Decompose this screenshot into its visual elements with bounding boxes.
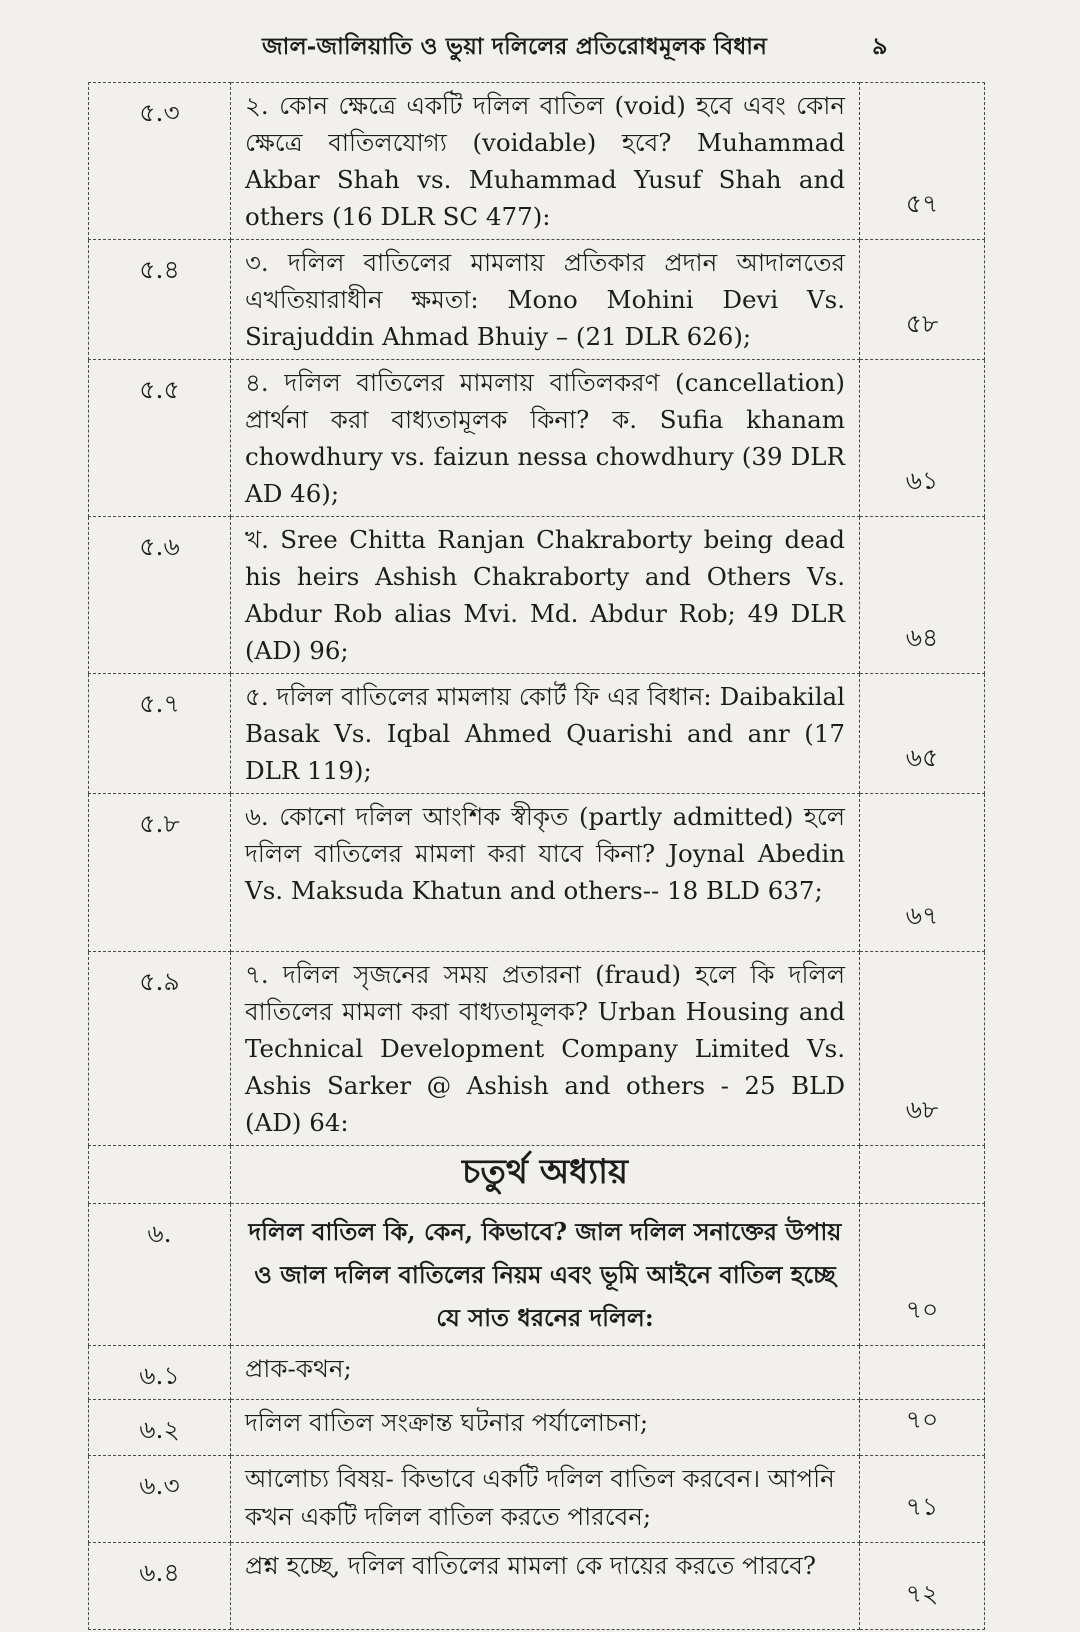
table-row [89,517,985,674]
section-number: ৫.৫ [89,360,231,517]
section-page [860,1346,985,1400]
section-number: ৬.৩ [89,1456,231,1543]
section-page: ৭২ [860,1543,985,1630]
table-row [89,674,985,794]
table-row [89,240,985,360]
contents-table [88,82,985,1630]
table-row [89,1346,985,1400]
section-number: ৫.৩ [89,83,231,240]
section-title: ৫. দলিল বাতিলের মামলায় কোর্ট ফি এর বিধান: Daibakilal Basak Vs. Iqbal Ahmed Quarishi and anr (17 DLR 119); [231,674,860,794]
table-row [89,1456,985,1543]
table-row [89,1400,985,1456]
section-page: ৬১ [860,360,985,517]
section-title: প্রশ্ন হচ্ছে, দলিল বাতিলের মামলা কে দায়ের করতে পারবে? [231,1543,860,1630]
running-title: জাল-জালিয়াতি ও ভুয়া দলিলের প্রতিরোধমূলক বিধান [262,33,768,60]
section-number: ৫.৬ [89,517,231,674]
section-page: ৫৮ [860,240,985,360]
section-number: ৬.১ [89,1346,231,1400]
table-row [89,1543,985,1630]
page-header [0,22,1080,62]
chapter-heading: চতুর্থ অধ্যায় [231,1146,860,1204]
page-number: ৯ [872,31,888,60]
section-page: ৬৭ [860,794,985,952]
section-title: ৩. দলিল বাতিলের মামলায় প্রতিকার প্রদান আদালতের এখতিয়ারাধীন ক্ষমতা: Mono Mohini Devi Vs. Sirajuddin Ahmad Bhuiy – (21 DLR 626); [231,240,860,360]
section-title: ৬. কোনো দলিল আংশিক স্বীকৃত (partly admitted) হলে দলিল বাতিলের মামলা করা যাবে কিনা? Joynal Abedin Vs. Maksuda Khatun and others-- 18 BLD 637; [231,794,860,952]
section-number: ৫.৭ [89,674,231,794]
section-number: ৬.৪ [89,1543,231,1630]
section-page: ৬৪ [860,517,985,674]
table-row [89,83,985,240]
section-page: ৭০ [860,1400,985,1456]
section-number: ৫.৪ [89,240,231,360]
section-title: ২. কোন ক্ষেত্রে একটি দলিল বাতিল (void) হবে এবং কোন ক্ষেত্রে বাতিলযোগ্য (voidable) হবে? Muhammad Akbar Shah vs. Muhammad Yusuf Shah and others (16 DLR SC 477): [231,83,860,240]
section-page: ৭১ [860,1456,985,1543]
section-title: খ. Sree Chitta Ranjan Chakraborty being dead his heirs Ashish Chakraborty and Others Vs. Abdur Rob alias Mvi. Md. Abdur Rob; 49 DLR (AD) 96; [231,517,860,674]
section-number: ৬.২ [89,1400,231,1456]
chapter-spacer-right [860,1146,985,1204]
section-page: ৭০ [860,1204,985,1346]
section-page: ৬৮ [860,952,985,1146]
section-number: ৫.৯ [89,952,231,1146]
section-title: প্রাক-কথন; [231,1346,860,1400]
table-row [89,1204,985,1346]
section-number: ৬. [89,1204,231,1346]
section-number: ৫.৮ [89,794,231,952]
section-page: ৫৭ [860,83,985,240]
chapter-spacer-left [89,1146,231,1204]
section-title: দলিল বাতিল সংক্রান্ত ঘটনার পর্যালোচনা; [231,1400,860,1456]
section-title: দলিল বাতিল কি, কেন, কিভাবে? জাল দলিল সনাক্তের উপায় ও জাল দলিল বাতিলের নিয়ম এবং ভূমি আইনে বাতিল হচ্ছে যে সাত ধরনের দলিল: [231,1204,860,1346]
table-row [89,360,985,517]
section-title: ৭. দলিল সৃজনের সময় প্রতারনা (fraud) হলে কি দলিল বাতিলের মামলা করা বাধ্যতামূলক? Urban Housing and Technical Development Company Limited Vs. Ashis Sarker @ Ashish and others - 25 BLD (AD) 64: [231,952,860,1146]
section-page: ৬৫ [860,674,985,794]
table-row [89,952,985,1146]
section-title: ৪. দলিল বাতিলের মামলায় বাতিলকরণ (cancellation) প্রার্থনা করা বাধ্যতামূলক কিনা? ক. Sufia khanam chowdhury vs. faizun nessa chowdhury (39 DLR AD 46); [231,360,860,517]
chapter-row [89,1146,985,1204]
table-row [89,794,985,952]
section-title: আলোচ্য বিষয়- কিভাবে একটি দলিল বাতিল করবেন। আপনি কখন একটি দলিল বাতিল করতে পারবেন; [231,1456,860,1543]
